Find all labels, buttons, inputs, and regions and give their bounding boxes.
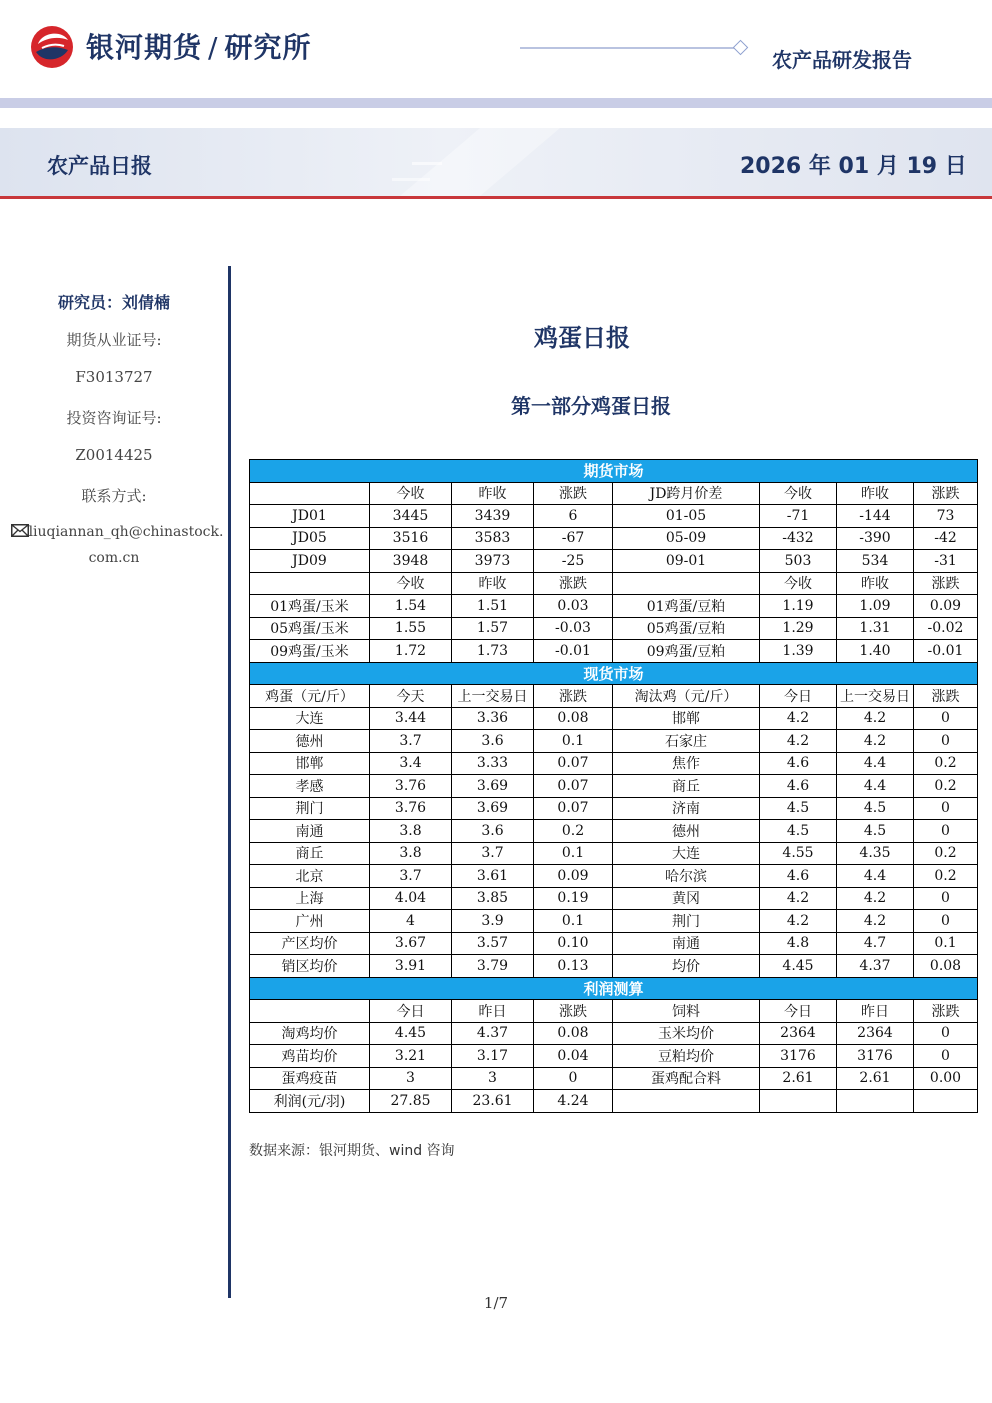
table-cell: 0 (914, 1045, 978, 1068)
table-cell: 3.6 (452, 820, 534, 843)
table-cell: 鸡蛋（元/斤） (250, 685, 370, 708)
brand-separator: / (208, 31, 219, 64)
table-cell: 4.45 (370, 1022, 452, 1045)
table-row (250, 617, 978, 640)
envelope-icon (11, 524, 29, 537)
table-cell: 4.37 (837, 955, 914, 978)
contact-email[interactable] (10, 524, 224, 540)
table-cell: 涨跌 (914, 572, 978, 595)
table-cell: 0 (914, 730, 978, 753)
table-row (250, 797, 978, 820)
table-cell: 4.7 (837, 932, 914, 955)
table-cell: 今日 (370, 1000, 452, 1023)
table-row (250, 730, 978, 753)
table-cell: 4.5 (760, 820, 837, 843)
table-cell (914, 1090, 978, 1113)
table-row (250, 910, 978, 933)
table-cell: 503 (760, 550, 837, 573)
table-row (250, 527, 978, 550)
table-cell (250, 572, 370, 595)
table-cell: 534 (837, 550, 914, 573)
table-cell: 4.2 (837, 707, 914, 730)
table-cell: 1.73 (452, 640, 534, 663)
table-row (250, 707, 978, 730)
data-source: 数据来源：银河期货、wind 咨询 (249, 1143, 455, 1159)
table-cell: -0.01 (914, 640, 978, 663)
sidebar-divider (228, 266, 231, 1298)
table-cell: 4.2 (837, 910, 914, 933)
consult-cert-label: 投资咨询证号: (66, 409, 162, 427)
table-cell: 0.10 (534, 932, 613, 955)
table-cell: 4.8 (760, 932, 837, 955)
table-cell: 济南 (613, 797, 760, 820)
table-cell: 今收 (370, 572, 452, 595)
table-cell: -0.01 (534, 640, 613, 663)
table-cell: 3176 (837, 1045, 914, 1068)
table-cell: 4.37 (452, 1022, 534, 1045)
table-row (250, 1090, 978, 1113)
table-cell: 4.2 (760, 730, 837, 753)
table-cell: 3583 (452, 527, 534, 550)
table-cell: 4.5 (837, 797, 914, 820)
table-header-row (250, 685, 978, 708)
table-cell: 今天 (370, 685, 452, 708)
page-header (0, 0, 992, 98)
table-cell: 09-01 (613, 550, 760, 573)
table-cell: 涨跌 (914, 482, 978, 505)
table-cell: 3.44 (370, 707, 452, 730)
galaxy-futures-logo-icon (28, 24, 76, 70)
table-cell: 0.08 (914, 955, 978, 978)
table-cell: 3 (370, 1067, 452, 1090)
table-cell: 0.2 (914, 842, 978, 865)
table-cell: 大连 (250, 707, 370, 730)
table-cell: 1.51 (452, 595, 534, 618)
table-cell: 05鸡蛋/玉米 (250, 617, 370, 640)
table-cell: 2.61 (837, 1067, 914, 1090)
section-futures-market (250, 460, 978, 483)
table-cell: 南通 (250, 820, 370, 843)
table-cell: 3.21 (370, 1045, 452, 1068)
header-divider-line (520, 47, 736, 49)
table-cell: 09鸡蛋/玉米 (250, 640, 370, 663)
table-cell: 1.55 (370, 617, 452, 640)
header-band (0, 98, 992, 108)
section-spot-market (250, 662, 978, 685)
banner-accent-line (0, 196, 992, 199)
table-cell: 1.39 (760, 640, 837, 663)
table-cell: 今收 (370, 482, 452, 505)
table-cell: 0.07 (534, 775, 613, 798)
table-cell: 涨跌 (534, 572, 613, 595)
table-cell: 0 (914, 820, 978, 843)
table-cell: 3.69 (452, 775, 534, 798)
division-label: 研究所 (224, 31, 312, 64)
table-cell: 4.55 (760, 842, 837, 865)
futures-cert-label: 期货从业证号: (66, 331, 162, 349)
table-cell: 北京 (250, 865, 370, 888)
table-cell: 蛋鸡疫苗 (250, 1067, 370, 1090)
banner-decoration (360, 128, 640, 196)
table-cell: 0.2 (914, 775, 978, 798)
table-cell: 产区均价 (250, 932, 370, 955)
table-cell: 1.72 (370, 640, 452, 663)
table-cell: 09鸡蛋/豆粕 (613, 640, 760, 663)
table-cell: 0.19 (534, 887, 613, 910)
table-cell: 涨跌 (534, 685, 613, 708)
table-cell: 荆门 (613, 910, 760, 933)
table-cell: 4.4 (837, 775, 914, 798)
table-cell: 广州 (250, 910, 370, 933)
report-type: 农产品研发报告 (772, 48, 912, 72)
table-cell: 4.2 (760, 910, 837, 933)
table-cell: 鸡苗均价 (250, 1045, 370, 1068)
table-cell: -71 (760, 505, 837, 528)
table-cell: 6 (534, 505, 613, 528)
table-cell: 今日 (760, 685, 837, 708)
table-cell: -25 (534, 550, 613, 573)
table-cell: 3.17 (452, 1045, 534, 1068)
table-row (250, 955, 978, 978)
table-cell: 商丘 (250, 842, 370, 865)
table-cell: 3.79 (452, 955, 534, 978)
table-cell: 4.4 (837, 752, 914, 775)
table-cell: 3.7 (370, 730, 452, 753)
table-cell: 淘汰鸡（元/斤） (613, 685, 760, 708)
table-cell: -0.03 (534, 617, 613, 640)
table-cell: 上一交易日 (837, 685, 914, 708)
table-cell: 05鸡蛋/豆粕 (613, 617, 760, 640)
table-cell: 0.1 (534, 910, 613, 933)
table-cell (760, 1090, 837, 1113)
table-cell: 1.31 (837, 617, 914, 640)
table-cell: 1.40 (837, 640, 914, 663)
table-cell: 3.6 (452, 730, 534, 753)
table-cell: 0.09 (914, 595, 978, 618)
table-cell: 4 (370, 910, 452, 933)
table-cell: 0.13 (534, 955, 613, 978)
table-cell: 石家庄 (613, 730, 760, 753)
table-cell (250, 482, 370, 505)
report-category: 农产品日报 (47, 154, 152, 178)
table-cell: 05-09 (613, 527, 760, 550)
table-cell: JD跨月价差 (613, 482, 760, 505)
table-cell: -42 (914, 527, 978, 550)
table-cell: -67 (534, 527, 613, 550)
table-cell: 商丘 (613, 775, 760, 798)
page-number: 1/7 (483, 1294, 509, 1312)
table-cell (250, 1000, 370, 1023)
email-line-2: com.cn (88, 550, 140, 566)
table-cell: 2.61 (760, 1067, 837, 1090)
table-cell: 焦作 (613, 752, 760, 775)
table-cell: 孝感 (250, 775, 370, 798)
table-cell: 销区均价 (250, 955, 370, 978)
table-cell: 0.04 (534, 1045, 613, 1068)
table-cell (613, 1090, 760, 1113)
table-cell: 1.09 (837, 595, 914, 618)
table-cell: 3516 (370, 527, 452, 550)
report-title: 鸡蛋日报 (534, 324, 630, 352)
table-cell: 1.29 (760, 617, 837, 640)
table-row (250, 1045, 978, 1068)
table-row (250, 1022, 978, 1045)
table-cell: 德州 (613, 820, 760, 843)
table-cell: 邯郸 (250, 752, 370, 775)
table-cell: 南通 (613, 932, 760, 955)
table-cell: 3973 (452, 550, 534, 573)
table-cell: 3.7 (370, 865, 452, 888)
table-cell: 1.57 (452, 617, 534, 640)
table-cell: 27.85 (370, 1090, 452, 1113)
table-cell: 3.91 (370, 955, 452, 978)
table-cell: -390 (837, 527, 914, 550)
table-cell: 淘鸡均价 (250, 1022, 370, 1045)
table-cell: 0.03 (534, 595, 613, 618)
table-cell: 3.61 (452, 865, 534, 888)
table-cell: 4.2 (760, 887, 837, 910)
egg-data-table (249, 459, 978, 1113)
table-cell: 0.08 (534, 1022, 613, 1045)
table-cell: 01-05 (613, 505, 760, 528)
section-header-cell: 现货市场 (250, 662, 978, 685)
table-cell: 均价 (613, 955, 760, 978)
table-cell: 4.2 (837, 887, 914, 910)
table-cell: 昨日 (452, 1000, 534, 1023)
table-cell: 德州 (250, 730, 370, 753)
table-cell: 3.7 (452, 842, 534, 865)
table-cell: -144 (837, 505, 914, 528)
table-cell: 3176 (760, 1045, 837, 1068)
table-cell: 4.6 (760, 865, 837, 888)
table-cell: 大连 (613, 842, 760, 865)
table-cell: 0.07 (534, 797, 613, 820)
table-cell: 今收 (760, 482, 837, 505)
table-cell: 4.45 (760, 955, 837, 978)
table-cell: -31 (914, 550, 978, 573)
table-cell: 涨跌 (534, 482, 613, 505)
table-row (250, 550, 978, 573)
table-cell: 4.4 (837, 865, 914, 888)
consult-cert-number: Z0014425 (75, 446, 153, 464)
table-cell: 今收 (760, 572, 837, 595)
table-cell: 01鸡蛋/玉米 (250, 595, 370, 618)
table-row (250, 842, 978, 865)
table-cell: 昨收 (452, 482, 534, 505)
table-cell: 豆粕均价 (613, 1045, 760, 1068)
table-cell: 4.24 (534, 1090, 613, 1113)
section-profit (250, 977, 978, 1000)
researcher-name: 研究员：刘倩楠 (57, 293, 170, 312)
table-cell: 2364 (760, 1022, 837, 1045)
table-cell: 3.36 (452, 707, 534, 730)
table-cell: 昨收 (837, 572, 914, 595)
table-cell: 涨跌 (534, 1000, 613, 1023)
table-cell: 0.08 (534, 707, 613, 730)
table-cell: 4.6 (760, 775, 837, 798)
section-title: 第一部分鸡蛋日报 (511, 394, 671, 418)
futures-cert-number: F3013727 (75, 368, 153, 386)
table-cell: 3.8 (370, 842, 452, 865)
table-cell: 4.5 (760, 797, 837, 820)
table-cell: 0 (914, 887, 978, 910)
table-cell: 0.2 (534, 820, 613, 843)
table-cell (837, 1090, 914, 1113)
table-row (250, 932, 978, 955)
table-cell: 0 (914, 1022, 978, 1045)
table-cell: 0.07 (534, 752, 613, 775)
table-header-row (250, 482, 978, 505)
table-cell: 4.04 (370, 887, 452, 910)
table-cell: 0 (914, 707, 978, 730)
table-cell: 玉米均价 (613, 1022, 760, 1045)
table-cell: 荆门 (250, 797, 370, 820)
table-cell: JD09 (250, 550, 370, 573)
table-cell (613, 572, 760, 595)
table-cell: 0.09 (534, 865, 613, 888)
report-date: 2026 年 01 月 19 日 (740, 154, 967, 179)
contact-label: 联系方式: (81, 487, 147, 505)
table-cell: 昨日 (837, 1000, 914, 1023)
table-cell: 昨收 (452, 572, 534, 595)
table-cell: 0.2 (914, 752, 978, 775)
table-cell: 2364 (837, 1022, 914, 1045)
table-cell: 4.2 (760, 707, 837, 730)
table-cell: 涨跌 (914, 1000, 978, 1023)
section-header-cell: 期货市场 (250, 460, 978, 483)
table-cell: JD01 (250, 505, 370, 528)
table-cell: 上海 (250, 887, 370, 910)
table-row (250, 1067, 978, 1090)
table-header-row (250, 572, 978, 595)
table-cell: 01鸡蛋/豆粕 (613, 595, 760, 618)
table-cell: 昨收 (837, 482, 914, 505)
table-cell: 上一交易日 (452, 685, 534, 708)
diamond-icon (733, 40, 749, 56)
table-cell: 1.54 (370, 595, 452, 618)
table-cell: 0.1 (534, 730, 613, 753)
table-cell: 今日 (760, 1000, 837, 1023)
section-header-cell: 利润测算 (250, 977, 978, 1000)
table-row (250, 775, 978, 798)
table-cell: 0 (914, 797, 978, 820)
table-cell: 3.85 (452, 887, 534, 910)
table-cell: 4.2 (837, 730, 914, 753)
table-row (250, 887, 978, 910)
table-cell: 3.69 (452, 797, 534, 820)
table-row (250, 820, 978, 843)
table-header-row (250, 1000, 978, 1023)
table-cell: 黄冈 (613, 887, 760, 910)
brand-name (86, 26, 311, 66)
table-cell: 3.33 (452, 752, 534, 775)
brand-label: 银河期货 (86, 31, 203, 64)
table-row (250, 505, 978, 528)
table-cell: 3445 (370, 505, 452, 528)
table-row (250, 752, 978, 775)
table-cell: 73 (914, 505, 978, 528)
table-cell: 0.00 (914, 1067, 978, 1090)
table-cell: -432 (760, 527, 837, 550)
table-cell: 1.19 (760, 595, 837, 618)
table-cell: 3.76 (370, 775, 452, 798)
table-cell: 3.8 (370, 820, 452, 843)
email-line-1: liuqiannan_qh@chinastock. (28, 524, 224, 540)
table-cell: 3948 (370, 550, 452, 573)
table-cell: 3.76 (370, 797, 452, 820)
table-cell: 蛋鸡配合料 (613, 1067, 760, 1090)
table-cell: 饲料 (613, 1000, 760, 1023)
table-row (250, 640, 978, 663)
table-cell: 0.1 (534, 842, 613, 865)
table-cell: 3.57 (452, 932, 534, 955)
table-cell: 3439 (452, 505, 534, 528)
table-cell: JD05 (250, 527, 370, 550)
table-cell: 邯郸 (613, 707, 760, 730)
table-cell: 23.61 (452, 1090, 534, 1113)
table-cell: 3.67 (370, 932, 452, 955)
table-cell: 3.4 (370, 752, 452, 775)
table-row (250, 595, 978, 618)
table-cell: 0.2 (914, 865, 978, 888)
table-cell: 4.6 (760, 752, 837, 775)
table-cell: -0.02 (914, 617, 978, 640)
table-cell: 0 (914, 910, 978, 933)
table-cell: 涨跌 (914, 685, 978, 708)
table-cell: 哈尔滨 (613, 865, 760, 888)
table-cell: 3.9 (452, 910, 534, 933)
table-cell: 0.1 (914, 932, 978, 955)
table-cell: 4.5 (837, 820, 914, 843)
table-cell: 利润(元/羽) (250, 1090, 370, 1113)
table-cell: 4.35 (837, 842, 914, 865)
table-row (250, 865, 978, 888)
table-cell: 3 (452, 1067, 534, 1090)
table-cell: 0 (534, 1067, 613, 1090)
